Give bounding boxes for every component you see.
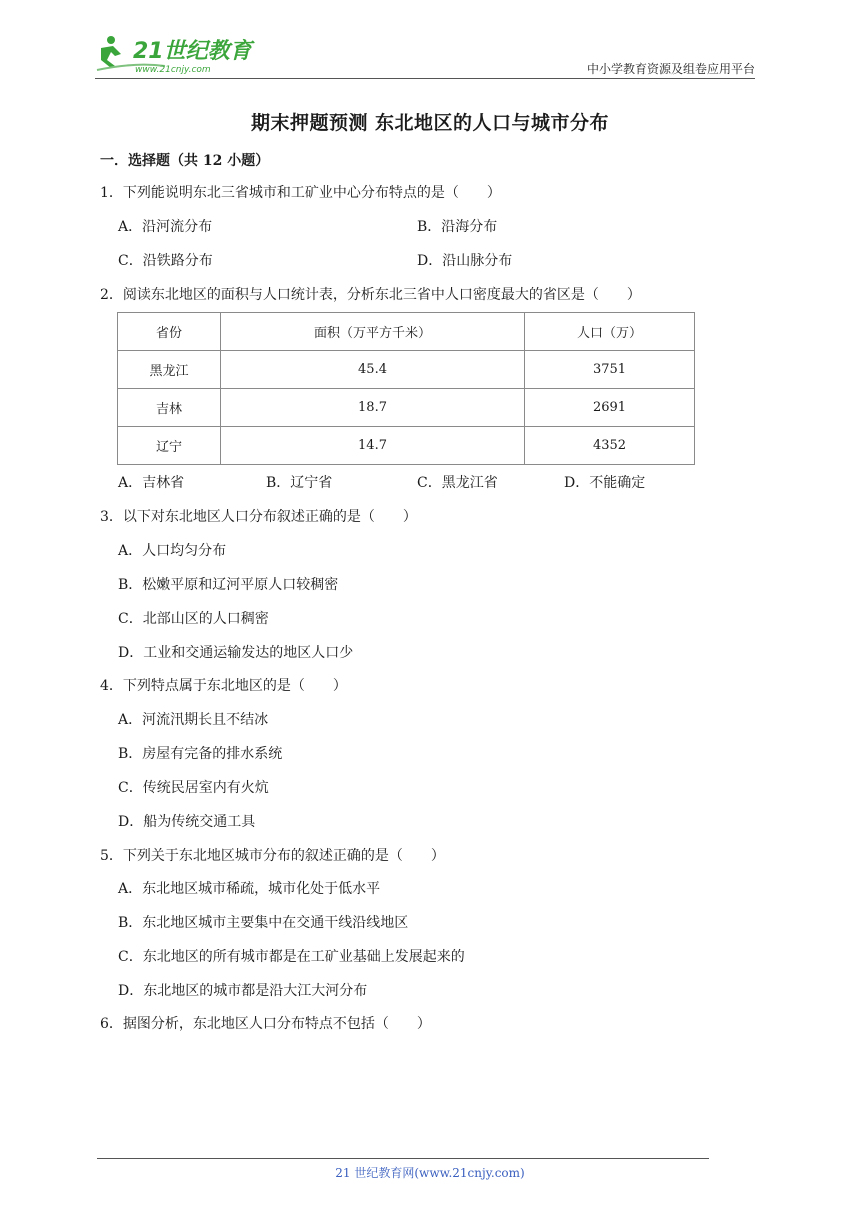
question-3-option-a[interactable]: A．人口均匀分布 [118,543,227,559]
question-4-option-c[interactable]: C．传统民居室内有火炕 [118,780,269,796]
question-2-option-b[interactable]: B．辽宁省 [266,475,333,491]
footer-divider [97,1158,709,1159]
question-4-option-b[interactable]: B．房屋有完备的排水系统 [118,746,283,762]
question-2-option-d[interactable]: D．不能确定 [564,475,646,491]
question-3-option-c[interactable]: C．北部山区的人口稠密 [118,611,269,627]
table-cell: 辽宁 [118,427,221,465]
table-cell: 3751 [524,351,694,389]
table-cell: 吉林 [118,389,221,427]
question-2-option-a[interactable]: A．吉林省 [118,475,185,491]
svg-text:21世纪教育: 21世纪教育 [133,39,252,64]
question-1-stem: 1．下列能说明东北三省城市和工矿业中心分布特点的是（ ） [100,185,501,201]
table-cell: 18.7 [221,389,525,427]
table-row [118,389,695,427]
question-4-option-a[interactable]: A．河流汛期长且不结冰 [118,712,269,728]
table-cell: 14.7 [221,427,525,465]
question-1-option-a[interactable]: A．沿河流分布 [118,219,213,235]
question-5-stem: 5．下列关于东北地区城市分布的叙述正确的是（ ） [100,848,445,864]
svg-text:www.21cnjy.com: www.21cnjy.com [135,65,211,75]
question-2-stem: 2．阅读东北地区的面积与人口统计表，分析东北三省中人口密度最大的省区是（ ） [100,287,641,303]
question-6-stem: 6．据图分析，东北地区人口分布特点不包括（ ） [100,1016,431,1032]
question-3-stem: 3．以下对东北地区人口分布叙述正确的是（ ） [100,509,417,525]
footer-link[interactable]: 21 世纪教育网(www.21cnjy.com) [335,1166,525,1180]
question-4-option-d[interactable]: D．船为传统交通工具 [118,814,256,830]
platform-name: 中小学教育资源及组卷应用平台 [586,62,755,76]
question-5-option-a[interactable]: A．东北地区城市稀疏，城市化处于低水平 [118,881,381,897]
question-5-option-c[interactable]: C．东北地区的所有城市都是在工矿业基础上发展起来的 [118,949,465,965]
area-population-table [117,312,695,465]
question-5-option-b[interactable]: B．东北地区城市主要集中在交通干线沿线地区 [118,915,409,931]
question-4-stem: 4．下列特点属于东北地区的是（ ） [100,678,347,694]
question-1-option-b[interactable]: B．沿海分布 [417,219,498,235]
table-cell: 黑龙江 [118,351,221,389]
site-logo [95,32,265,76]
question-1-option-c[interactable]: C．沿铁路分布 [118,253,213,269]
page-title: 期末押题预测 东北地区的人口与城市分布 [250,112,610,134]
table-header-cell: 省份 [118,313,221,351]
header-divider [95,78,755,79]
table-header-cell: 面积（万平方千米） [221,313,525,351]
table-header-cell: 人口（万） [524,313,694,351]
table-header-row [118,313,695,351]
question-5-option-d[interactable]: D．东北地区的城市都是沿大江大河分布 [118,983,368,999]
section-heading: 一．选择题（共 12 小题） [100,153,270,169]
question-2-option-c[interactable]: C．黑龙江省 [417,475,498,491]
page-header [95,32,755,80]
table-cell: 45.4 [221,351,525,389]
table-cell: 4352 [524,427,694,465]
question-3-option-d[interactable]: D．工业和交通运输发达的地区人口少 [118,645,354,661]
question-3-option-b[interactable]: B．松嫩平原和辽河平原人口较稠密 [118,577,339,593]
table-row [118,427,695,465]
question-1-option-d[interactable]: D．沿山脉分布 [417,253,513,269]
table-cell: 2691 [524,389,694,427]
table-row [118,351,695,389]
